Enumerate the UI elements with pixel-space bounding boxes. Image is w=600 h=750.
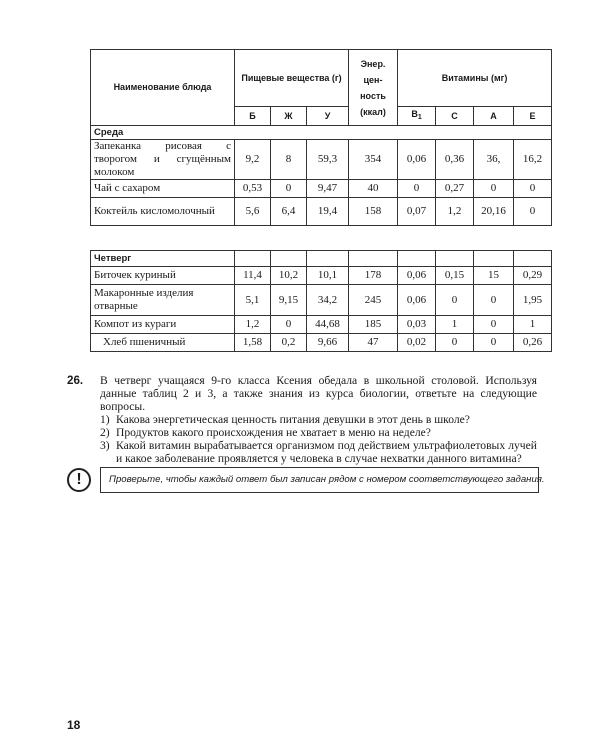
cell-vitamin-b1: 0,06 bbox=[398, 285, 436, 316]
cell-fats: 8 bbox=[271, 140, 307, 180]
cell-fats: 0 bbox=[271, 316, 307, 334]
header-vitamin-b1-subscript: 1 bbox=[417, 114, 422, 121]
task-number: 26. bbox=[67, 374, 84, 387]
cell-proteins: 9,2 bbox=[235, 140, 271, 180]
cell-carbs: 44,68 bbox=[307, 316, 349, 334]
cell-vitamin-b1: 0,07 bbox=[398, 198, 436, 226]
table-row bbox=[91, 180, 552, 198]
cell-proteins: 5,6 bbox=[235, 198, 271, 226]
cell-energy: 47 bbox=[349, 334, 398, 352]
cell-proteins: 0,53 bbox=[235, 180, 271, 198]
cell-vitamin-b1: 0,06 bbox=[398, 267, 436, 285]
nutrition-table-thursday bbox=[90, 250, 552, 352]
question-number: 2) bbox=[100, 426, 110, 439]
cell-vitamin-e: 1 bbox=[514, 316, 552, 334]
cell-vitamin-b1: 0,02 bbox=[398, 334, 436, 352]
question-text: Какой витамин вырабатывается организмом под действием ультрафиолетовых лучей и какое заболевание проявляется у человека в случае нехватки данного витамина? bbox=[116, 439, 537, 465]
table-row bbox=[91, 285, 552, 316]
cell-vitamin-e: 1,95 bbox=[514, 285, 552, 316]
cell-vitamin-c: 0,27 bbox=[436, 180, 474, 198]
cell-proteins: 1,58 bbox=[235, 334, 271, 352]
cell-vitamin-a: 15 bbox=[474, 267, 514, 285]
dish-name: Чай с сахаром bbox=[91, 180, 235, 198]
cell-vitamin-c: 1,2 bbox=[436, 198, 474, 226]
cell-vitamin-a: 20,16 bbox=[474, 198, 514, 226]
cell-proteins: 11,4 bbox=[235, 267, 271, 285]
cell-carbs: 59,3 bbox=[307, 140, 349, 180]
cell-vitamin-c: 0 bbox=[436, 334, 474, 352]
cell-vitamin-b1: 0 bbox=[398, 180, 436, 198]
cell-fats: 0 bbox=[271, 180, 307, 198]
question-number: 3) bbox=[100, 439, 110, 452]
header-energy: Энер. цен- ность (ккал) bbox=[349, 50, 398, 126]
cell-energy: 178 bbox=[349, 267, 398, 285]
cell-vitamin-c: 1 bbox=[436, 316, 474, 334]
cell-vitamin-b1: 0,03 bbox=[398, 316, 436, 334]
task-intro: В четверг учащаяся 9-го класса Ксения обедала в школьной столовой. Используя данные таблиц 2 и 3, а также знания из курса биологии, ответьте на следующие вопросы. bbox=[100, 374, 537, 413]
dish-name: Биточек куриный bbox=[91, 267, 235, 285]
cell-carbs: 34,2 bbox=[307, 285, 349, 316]
cell-vitamin-c: 0 bbox=[436, 285, 474, 316]
header-vitamin-c: C bbox=[436, 107, 474, 126]
exclamation-icon: ! bbox=[67, 468, 91, 492]
question-item bbox=[100, 426, 537, 439]
table-row bbox=[91, 316, 552, 334]
header-vitamin-b1-letter: B bbox=[411, 109, 418, 119]
cell-vitamin-a: 0 bbox=[474, 285, 514, 316]
cell-fats: 10,2 bbox=[271, 267, 307, 285]
cell-vitamin-a: 0 bbox=[474, 316, 514, 334]
cell-energy: 40 bbox=[349, 180, 398, 198]
question-number: 1) bbox=[100, 413, 110, 426]
answer-notice bbox=[67, 467, 545, 495]
page-number: 18 bbox=[67, 718, 81, 732]
question-item bbox=[100, 439, 537, 465]
header-fats: Ж bbox=[271, 107, 307, 126]
cell-energy: 354 bbox=[349, 140, 398, 180]
cell-vitamin-e: 0 bbox=[514, 180, 552, 198]
cell-vitamin-e: 16,2 bbox=[514, 140, 552, 180]
header-nutrients: Пищевые вещества (г) bbox=[235, 50, 349, 107]
dish-name: Хлеб пшеничный bbox=[91, 334, 235, 352]
cell-carbs: 9,47 bbox=[307, 180, 349, 198]
question-item bbox=[100, 413, 537, 426]
cell-vitamin-e: 0,29 bbox=[514, 267, 552, 285]
cell-proteins: 5,1 bbox=[235, 285, 271, 316]
cell-vitamin-a: 0 bbox=[474, 334, 514, 352]
table-row bbox=[91, 140, 552, 180]
day-label-wednesday: Среда bbox=[91, 126, 552, 140]
nutrition-table-wednesday bbox=[90, 49, 552, 226]
cell-energy: 245 bbox=[349, 285, 398, 316]
header-vitamin-a: A bbox=[474, 107, 514, 126]
table-row bbox=[91, 334, 552, 352]
cell-vitamin-e: 0 bbox=[514, 198, 552, 226]
task-26 bbox=[67, 374, 537, 465]
header-proteins: Б bbox=[235, 107, 271, 126]
cell-carbs: 19,4 bbox=[307, 198, 349, 226]
header-carbs: У bbox=[307, 107, 349, 126]
cell-vitamin-a: 0 bbox=[474, 180, 514, 198]
cell-vitamin-c: 0,15 bbox=[436, 267, 474, 285]
cell-fats: 9,15 bbox=[271, 285, 307, 316]
header-vitamins: Витамины (мг) bbox=[398, 50, 552, 107]
header-vitamin-e: E bbox=[514, 107, 552, 126]
cell-carbs: 10,1 bbox=[307, 267, 349, 285]
cell-proteins: 1,2 bbox=[235, 316, 271, 334]
cell-fats: 0,2 bbox=[271, 334, 307, 352]
dish-name: Запеканка рисовая с творогом и сгущённым молоком bbox=[91, 140, 235, 180]
cell-energy: 185 bbox=[349, 316, 398, 334]
day-label-thursday: Четверг bbox=[91, 251, 235, 267]
table-row bbox=[91, 198, 552, 226]
cell-energy: 158 bbox=[349, 198, 398, 226]
header-dish: Наименование блюда bbox=[91, 50, 235, 126]
header-vitamin-b1 bbox=[398, 107, 436, 126]
cell-carbs: 9,66 bbox=[307, 334, 349, 352]
dish-name: Макаронные изделия отварные bbox=[91, 285, 235, 316]
cell-vitamin-a: 36, bbox=[474, 140, 514, 180]
question-text: Какова энергетическая ценность питания девушки в этот день в школе? bbox=[116, 413, 470, 426]
cell-vitamin-e: 0,26 bbox=[514, 334, 552, 352]
notice-text: Проверьте, чтобы каждый ответ был записан рядом с номером соответствующего задания. bbox=[100, 467, 539, 493]
table-row bbox=[91, 267, 552, 285]
question-text: Продуктов какого происхождения не хватает в меню на неделе? bbox=[116, 426, 431, 439]
cell-vitamin-c: 0,36 bbox=[436, 140, 474, 180]
cell-vitamin-b1: 0,06 bbox=[398, 140, 436, 180]
dish-name: Коктейль кисломолочный bbox=[91, 198, 235, 226]
cell-fats: 6,4 bbox=[271, 198, 307, 226]
dish-name: Компот из кураги bbox=[91, 316, 235, 334]
